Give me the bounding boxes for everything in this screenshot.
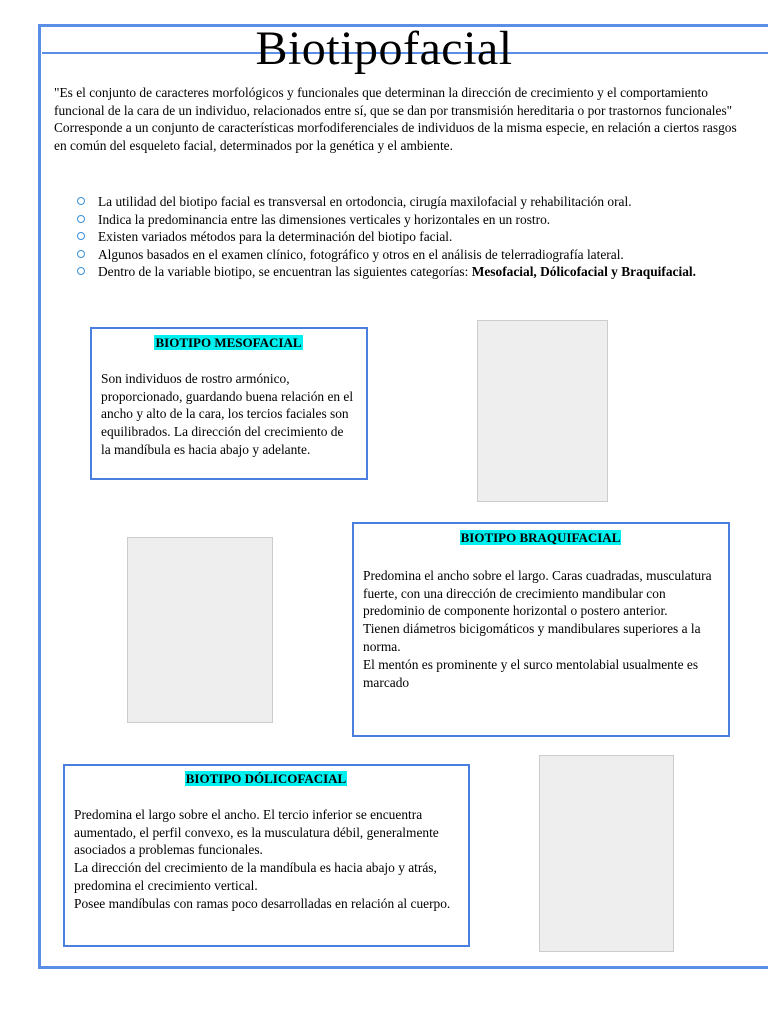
categories-bold: Mesofacial, Dólicofacial y Braquifacial.	[471, 264, 696, 280]
circle-bullet-icon	[77, 232, 85, 240]
dolicofacial-photo	[539, 755, 674, 952]
bullet-list	[76, 193, 766, 281]
list-item: Algunos basados en el examen clínico, fotográfico y otros en el análisis de telerradiografía lateral.	[76, 246, 766, 264]
braquifacial-text: Predomina el ancho sobre el largo. Caras cuadradas, musculatura fuerte, con una dirección de crecimiento mandibular con predominio de componente horizontal o postero anterior. Tienen diámetros bicigomáticos y mandibulares superiores a la norma. El mentón es prominente y el surco mentolabial usualmente es marcado	[363, 567, 712, 690]
circle-bullet-icon	[77, 250, 85, 258]
intro-text	[54, 84, 744, 154]
dolicofacial-text: Predomina el largo sobre el ancho. El tercio inferior se encuentra aumentado, el perfil convexo, es la musculatura débil, generalmente asociados a problemas funcionales. La dirección del crecimiento de la mandíbula es hacia abajo y atrás, predomina el crecimiento vertical. Posee mandíbulas con ramas poco desarrolladas en relación al cuerpo.	[74, 806, 451, 911]
dolicofacial-title: BIOTIPO DÓLICOFACIAL	[185, 771, 347, 786]
list-item: Indica la predominancia entre las dimensiones verticales y horizontales en un rostro.	[76, 211, 766, 229]
circle-bullet-icon	[77, 267, 85, 275]
mesofacial-photo	[477, 320, 608, 502]
mesofacial-box	[90, 327, 368, 480]
circle-bullet-icon	[77, 197, 85, 205]
braquifacial-photo	[127, 537, 273, 723]
list-item: La utilidad del biotipo facial es transversal en ortodoncia, cirugía maxilofacial y rehabilitación oral.	[76, 193, 766, 211]
intro-definition: Corresponde a un conjunto de características morfodiferenciales de individuos de la misma especie, en relación a ciertos rasgos en común del esqueleto facial, determinados por la genética y el ambiente.	[54, 120, 737, 153]
intro-quote: "Es el conjunto de caracteres morfológicos y funcionales que determinan la dirección de crecimiento y el comportamiento funcional de la cara de un individuo, relacionados entre sí, que se dan por transmisión hereditaria o por trastornos funcionales"	[54, 85, 733, 118]
mesofacial-title: BIOTIPO MESOFACIAL	[155, 335, 302, 350]
mesofacial-text: Son individuos de rostro armónico, proporcionado, guardando buena relación en el ancho y alto de la cara, los tercios faciales son equilibrados. La dirección del crecimiento de la mandíbula es hacia abajo y adelante.	[101, 370, 354, 457]
braquifacial-title: BIOTIPO BRAQUIFACIAL	[460, 530, 621, 545]
page-title: Biotipofacial	[255, 22, 513, 75]
dolicofacial-box	[63, 764, 470, 947]
list-item: Dentro de la variable biotipo, se encuentran las siguientes categorías: Mesofacial, Dólicofacial y Braquifacial.	[76, 263, 766, 281]
circle-bullet-icon	[77, 215, 85, 223]
list-item: Existen variados métodos para la determinación del biotipo facial.	[76, 228, 766, 246]
braquifacial-box	[352, 522, 730, 737]
